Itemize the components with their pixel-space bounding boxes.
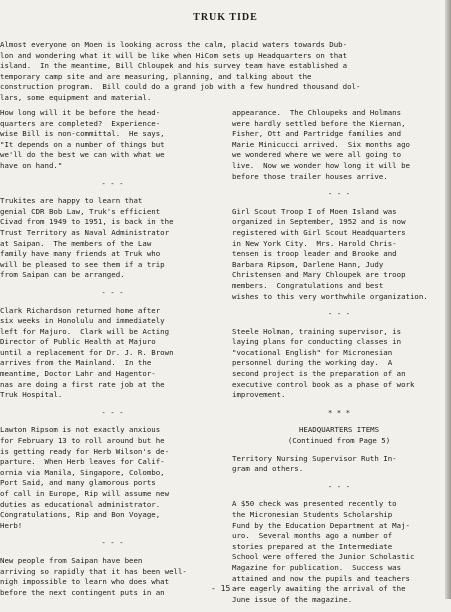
intro-line: Almost everyone on Moen is looking across the calm, placid waters towards Dub- bbox=[0, 40, 348, 49]
text-line: until a replacement for Dr. J. R. Brown bbox=[0, 347, 174, 357]
text-line: stories prepared at the Intermediate bbox=[232, 541, 393, 551]
section-separator: * * * bbox=[327, 407, 351, 417]
text-line: duties as educational administrator. bbox=[0, 499, 161, 509]
paragraph bbox=[0, 108, 225, 172]
text-line: A $50 check was presented recently to bbox=[232, 499, 397, 509]
text-line: members. Congratulations and best bbox=[232, 280, 384, 290]
paragraph bbox=[232, 108, 446, 182]
text-line: laying plans for conducting classes in bbox=[232, 337, 402, 347]
text-line: attained and now the pupils and teachers bbox=[232, 573, 410, 583]
text-line: organized in September, 1952 and is now bbox=[232, 217, 406, 227]
text-line: we wondered where we were all going to bbox=[232, 150, 402, 160]
text-line: have on hand." bbox=[0, 160, 63, 170]
text-line: executive control book as a phase of work bbox=[232, 379, 415, 389]
text-line: Civad from 1949 to 1951, is back in the bbox=[0, 217, 174, 227]
text-line: Magazine for publication. Success was bbox=[232, 562, 402, 572]
intro-line: island. In the meantime, Bill Chloupek and his survey team have established a bbox=[0, 61, 348, 71]
text-line: Fisher, Ott and Partridge families and bbox=[232, 129, 402, 139]
section-separator: - - - bbox=[101, 287, 124, 297]
text-line: Trust Territory as Naval Administrator bbox=[0, 227, 170, 237]
text-line: we'll do the best we can with what we bbox=[0, 150, 165, 160]
text-line: uro. Several months ago a number of bbox=[232, 531, 393, 541]
text-line: improvement. bbox=[232, 390, 286, 400]
text-line: Lawton Ripsom is not exactly anxious bbox=[0, 425, 161, 435]
page-number: - 15 - bbox=[211, 584, 240, 593]
text-line: quarters are completed? Experience- bbox=[0, 118, 161, 128]
text-line: nigh impossible to learn who does what bbox=[0, 577, 170, 587]
text-line: Christensen and Mary Chloupek are troop bbox=[232, 270, 406, 280]
page-edge-shadow bbox=[445, 0, 451, 599]
text-line: Truk Hospital. bbox=[0, 390, 63, 400]
text-line: live. Now we wonder how long it will be bbox=[232, 160, 410, 170]
text-line: before the next contingent puts in an bbox=[0, 587, 165, 597]
paragraph bbox=[0, 306, 225, 401]
text-line: tensen is troop leader and Brooke and bbox=[232, 249, 397, 259]
paragraph bbox=[232, 454, 446, 475]
text-line: in New York City. Mrs. Harold Chris- bbox=[232, 238, 397, 248]
text-line: meantime, Doctor Lahr and Hagentor- bbox=[0, 369, 156, 379]
text-line: Barbara Ripsom, Darlene Hann, Judy bbox=[232, 259, 384, 269]
page-title: TRUK TIDE bbox=[193, 12, 258, 23]
text-line: New people from Saipan have been bbox=[0, 555, 143, 565]
text-line: Director of Public Health at Majuro bbox=[0, 337, 156, 347]
section-separator: - - - bbox=[101, 178, 124, 188]
text-line: is getting ready for Herb Wilson's de- bbox=[0, 446, 170, 456]
text-line: Herb! bbox=[0, 520, 23, 530]
text-line: appearance. The Chloupeks and Holmans bbox=[232, 108, 402, 117]
paragraph bbox=[0, 196, 225, 281]
text-line: arriving so rapidly that it has been well- bbox=[0, 566, 187, 576]
text-line: will be pleased to see them if a trip bbox=[0, 259, 165, 269]
text-line: How long will it be before the head- bbox=[0, 108, 161, 117]
right-column bbox=[232, 108, 446, 612]
text-line: Girl Scout Troop I of Moen Island was bbox=[232, 206, 397, 216]
text-line: Fund by the Education Department at Maj- bbox=[232, 520, 410, 530]
text-line: family have many friends at Truk who bbox=[0, 249, 161, 259]
text-line: nas are doing a first rate job at the bbox=[0, 379, 165, 389]
text-line: six weeks in Honolulu and immediately bbox=[0, 316, 165, 326]
text-line: from Saipan can be arranged. bbox=[0, 270, 125, 280]
intro-paragraph bbox=[0, 40, 440, 104]
paragraph bbox=[232, 327, 446, 401]
text-line: arrives from the Mainland. In the bbox=[0, 358, 152, 368]
text-line: of call in Europe, Rip will assume new bbox=[0, 489, 170, 498]
text-line: before those trailer houses arrive. bbox=[232, 171, 388, 181]
text-line: personnel during the working day. A bbox=[232, 358, 393, 368]
intro-line: lon and wondering what it will be like when HiCom sets up Headquarters on that bbox=[0, 50, 348, 60]
section-separator: - - - bbox=[327, 309, 351, 319]
text-line: Trukites are happy to learn that bbox=[0, 196, 143, 206]
text-line: at Saipan. The members of the Law bbox=[0, 238, 152, 248]
text-line: wise Bill is non-committal. He says, bbox=[0, 129, 165, 139]
section-separator: - - - bbox=[327, 189, 351, 199]
text-line: were hardly settled before the Kiernan, bbox=[232, 118, 406, 128]
text-line: "It depends on a number of things but bbox=[0, 139, 165, 149]
text-line: June issue of the magazine. bbox=[232, 594, 353, 604]
text-line: the Micronesian Students Scholarship bbox=[232, 510, 393, 519]
section-subheading: (Continued from Page 5) bbox=[287, 436, 391, 446]
text-line: Port Said, and many glamorous ports bbox=[0, 478, 156, 488]
section-separator: - - - bbox=[101, 407, 124, 417]
paragraph bbox=[0, 425, 225, 531]
text-line: gram and others. bbox=[232, 464, 304, 474]
paragraph bbox=[232, 207, 446, 302]
intro-line: construction program. Bill could do a grand job with a few hundred thousand dol- bbox=[0, 82, 361, 92]
text-line: Steele Holman, training supervisor, is bbox=[232, 326, 402, 336]
intro-line: temporary camp site and are measuring, planning, and talking about the bbox=[0, 71, 312, 81]
section-separator: - - - bbox=[327, 481, 351, 491]
text-line: for February 13 to roll around but he bbox=[0, 436, 165, 446]
left-column bbox=[0, 108, 225, 605]
section-heading: HEADQUARTERS ITEMS bbox=[298, 425, 380, 435]
text-line: Congratulations, Rip and Bon Voyage, bbox=[0, 510, 161, 520]
text-line: Marie Minicucci arrived. Six months ago bbox=[232, 139, 410, 149]
text-line: wishes to this very worthwhile organization. bbox=[232, 291, 428, 301]
text-line: registered with Girl Scout Headquarters bbox=[232, 227, 406, 237]
section-separator: - - - bbox=[101, 538, 124, 548]
text-line: genial CDR Bob Law, Truk's efficient bbox=[0, 206, 161, 216]
text-line: School were offered the Junior Scholastic bbox=[232, 552, 415, 562]
text-line: ornia via Manila, Singapore, Colombo, bbox=[0, 467, 165, 477]
text-line: Clark Richardson returned home after bbox=[0, 305, 161, 315]
text-line: second project is the preparation of an bbox=[232, 369, 406, 379]
intro-line: lars, some equipment and material. bbox=[0, 92, 152, 102]
text-line: Territory Nursing Supervisor Ruth In- bbox=[232, 453, 397, 463]
text-line: "vocational English" for Micronesian bbox=[232, 347, 393, 357]
text-line: are eagerly awaiting the arrival of the bbox=[232, 584, 406, 594]
text-line: parture. When Herb leaves for Calif- bbox=[0, 457, 165, 467]
text-line: left for Majuro. Clark will be Acting bbox=[0, 326, 170, 336]
